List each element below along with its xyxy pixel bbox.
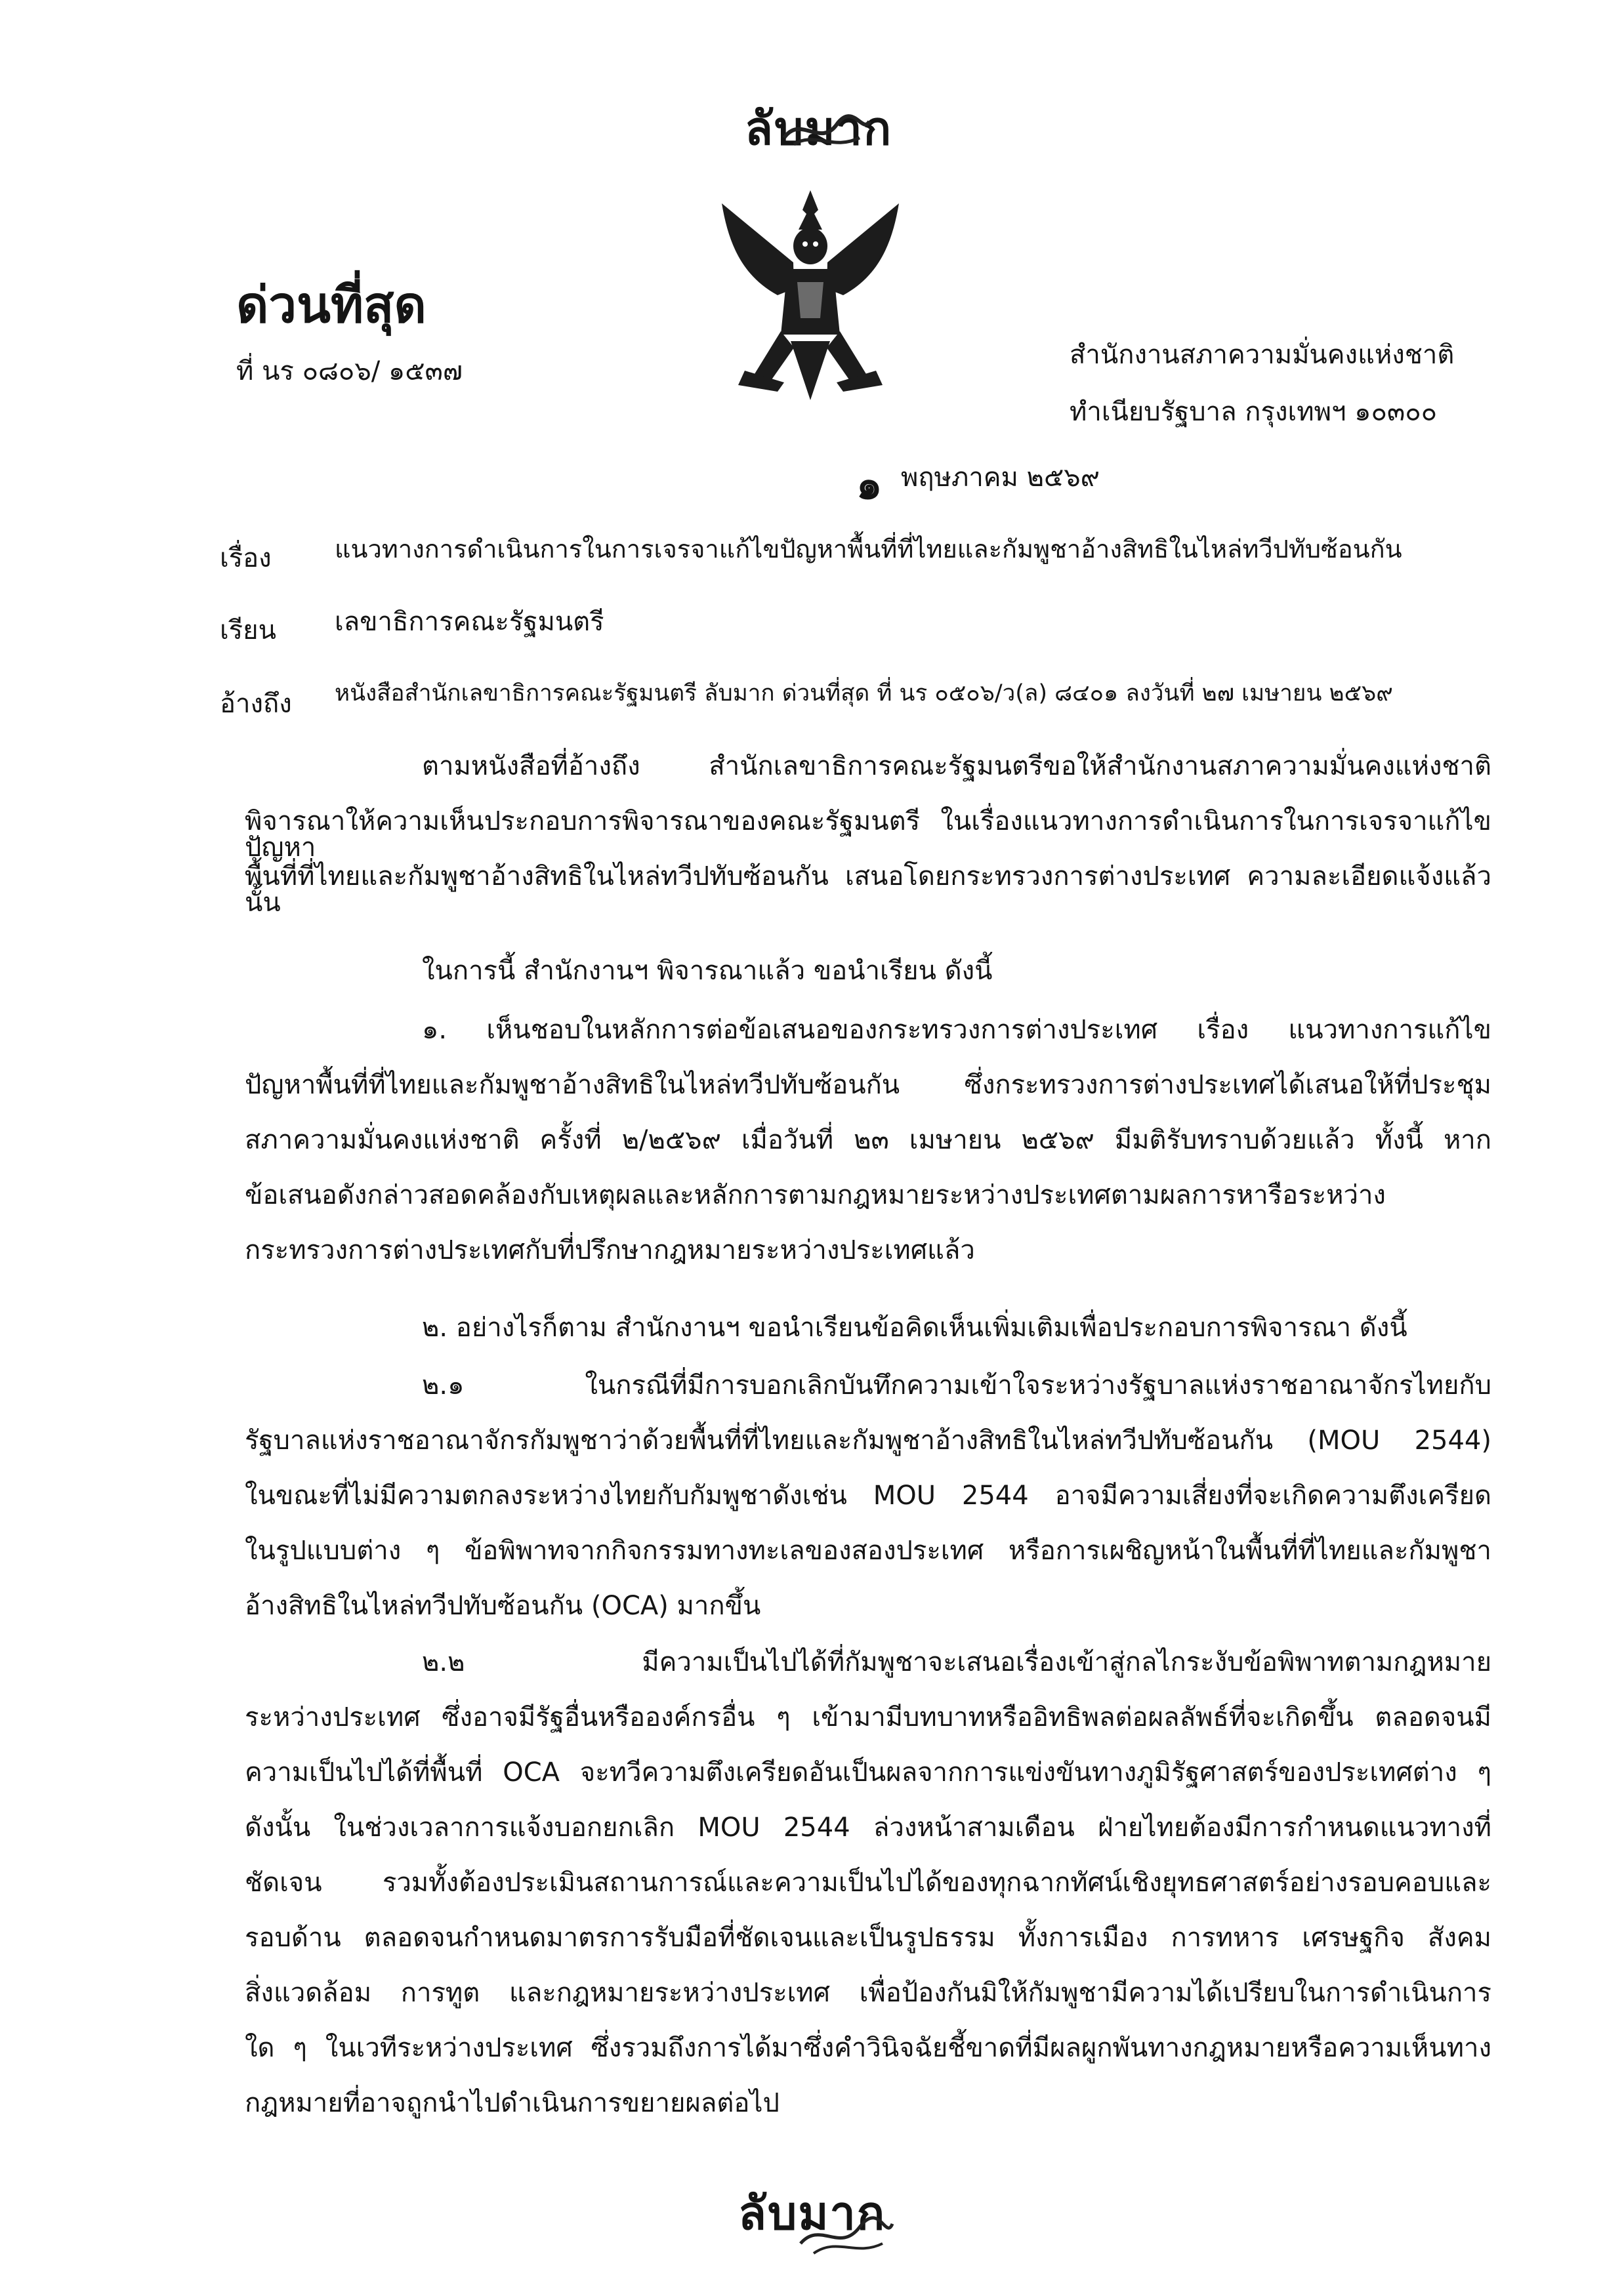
point-2-2-paragraph xyxy=(245,1649,1491,2145)
office-name: สำนักงานสภาความมั่นคงแห่งชาติ xyxy=(1070,340,1455,370)
point-2-2-line-8: ใด ๆ ในเวทีระหว่างประเทศ ซึ่งรวมถึงการได้มาซึ่งคำวินิจฉัยชี้ขาดที่มีผลผูกพันทางกฎหมายหรือความเห็นทาง xyxy=(245,2033,1491,2063)
point-1-line-4: ข้อเสนอดังกล่าวสอดคล้องกับเหตุผลและหลักการตามกฎหมายระหว่างประเทศตามผลการหารือระหว่าง xyxy=(245,1180,1386,1210)
point-2-1-line-2: รัฐบาลแห่งราชอาณาจักรกัมพูชาว่าด้วยพื้นที่ที่ไทยและกัมพูชาอ้างสิทธิในไหล่ทวีปทับซ้อนกัน (MOU 2544) xyxy=(245,1425,1491,1456)
handwritten-mark-top xyxy=(781,108,873,154)
point-2-heading: ๒. อย่างไรก็ตาม สำนักงานฯ ขอนำเรียนข้อคิดเห็นเพิ่มเติมเพื่อประกอบการพิจารณา ดังนี้ xyxy=(422,1313,1407,1343)
to-text: เลขาธิการคณะรัฐมนตรี xyxy=(335,607,604,637)
point-2-2-line-3: ความเป็นไปได้ที่พื้นที่ OCA จะทวีความตึงเครียดอันเป็นผลจากการแข่งขันทางภูมิรัฐศาสตร์ของประเทศต่าง ๆ xyxy=(245,1757,1491,1788)
subject-label: เรื่อง xyxy=(220,543,272,573)
to-label: เรียน xyxy=(220,615,276,646)
point-2-1-line-4: ในรูปแบบต่าง ๆ ข้อพิพาทจากกิจกรรมทางทะเลของสองประเทศ หรือการเผชิญหน้าในพื้นที่ที่ไทยและกัมพูชา xyxy=(245,1536,1491,1566)
point-1-paragraph xyxy=(245,1017,1491,1292)
point-2-2-line-5: ชัดเจน รวมทั้งต้องประเมินสถานการณ์และความเป็นไปได้ของทุกฉากทัศน์เชิงยุทธศาสตร์อย่างรอบคอบและ xyxy=(245,1868,1491,1898)
point-1-line-2: ปัญหาพื้นที่ที่ไทยและกัมพูชาอ้างสิทธิในไหล่ทวีปทับซ้อนกัน ซึ่งกระทรวงการต่างประเทศได้เสนอให้ที่ประชุม xyxy=(245,1070,1491,1100)
point-2-1-paragraph xyxy=(245,1372,1491,1648)
classification-bottom: ลับมาก xyxy=(738,2186,886,2240)
office-address: ทำเนียบรัฐบาล กรุงเทพฯ ๑๐๓๐๐ xyxy=(1070,397,1438,427)
intro-paragraph xyxy=(245,753,1491,918)
reference-text: หนังสือสำนักเลขาธิการคณะรัฐมนตรี ลับมาก ด่วนที่สุด ที่ นร ๐๕๐๖/ว(ล) ๘๔๐๑ ลงวันที่ ๒๗ เมษายน ๒๕๖๙ xyxy=(335,680,1393,707)
intro-line-3: พื้นที่ที่ไทยและกัมพูชาอ้างสิทธิในไหล่ทวีปทับซ้อนกัน เสนอโดยกระทรวงการต่างประเทศ ความละเอียดแจ้งแล้ว นั้น xyxy=(245,861,1491,918)
date-day: ๑ xyxy=(856,461,883,508)
point-2-2-line-1: ๒.๒ มีความเป็นไปได้ที่กัมพูชาจะเสนอเรื่องเข้าสู่กลไกระงับข้อพิพาทตามกฎหมาย xyxy=(422,1647,1491,1677)
point-2-1-line-1: ๒.๑ ในกรณีที่มีการบอกเลิกบันทึกความเข้าใจระหว่างรัฐบาลแห่งราชอาณาจักรไทยกับ xyxy=(422,1370,1491,1401)
date-text: พฤษภาคม ๒๕๖๙ xyxy=(901,462,1100,493)
subject-text: แนวทางการดำเนินการในการเจรจาแก้ไขปัญหาพื้นที่ที่ไทยและกัมพูชาอ้างสิทธิในไหล่ทวีปทับซ้อนกัน xyxy=(335,535,1402,564)
handwritten-mark-bottom xyxy=(797,2207,896,2260)
point-2-2-line-6: รอบด้าน ตลอดจนกำหนดมาตรการรับมือที่ชัดเจนและเป็นรูปธรรม ทั้งการเมือง การทหาร เศรษฐกิจ สังคม xyxy=(245,1923,1491,1953)
urgency-label: ด่วนที่สุด xyxy=(236,276,427,334)
point-2-2-line-2: ระหว่างประเทศ ซึ่งอาจมีรัฐอื่นหรือองค์กรอื่น ๆ เข้ามามีบทบาทหรืออิทธิพลต่อผลลัพธ์ที่จะเกิดขึ้น ตลอดจนมี xyxy=(245,1702,1491,1732)
point-1-line-5: กระทรวงการต่างประเทศกับที่ปรึกษากฎหมายระหว่างประเทศแล้ว xyxy=(245,1235,975,1265)
point-2-2-line-9: กฎหมายที่อาจถูกนำไปดำเนินการขยายผลต่อไป xyxy=(245,2088,780,2118)
reference-label: อ้างถึง xyxy=(220,689,292,719)
classification-top: ลับมาก xyxy=(745,102,893,155)
garuda-emblem xyxy=(715,184,906,410)
intro-line-1: ตามหนังสือที่อ้างถึง สำนักเลขาธิการคณะรัฐมนตรีขอให้สำนักงานสภาความมั่นคงแห่งชาติ xyxy=(422,751,1491,781)
point-2-1-line-5: อ้างสิทธิในไหล่ทวีปทับซ้อนกัน (OCA) มากขึ้น xyxy=(245,1591,761,1621)
intro-line-2: พิจารณาให้ความเห็นประกอบการพิจารณาของคณะรัฐมนตรี ในเรื่องแนวทางการดำเนินการในการเจรจาแก้ไขปัญหา xyxy=(245,806,1491,863)
lead-sentence: ในการนี้ สำนักงานฯ พิจารณาแล้ว ขอนำเรียน ดังนี้ xyxy=(422,956,993,986)
point-1-line-1: ๑. เห็นชอบในหลักการต่อข้อเสนอของกระทรวงการต่างประเทศ เรื่อง แนวทางการแก้ไข xyxy=(422,1015,1491,1045)
point-2-1-line-3: ในขณะที่ไม่มีความตกลงระหว่างไทยกับกัมพูชาดังเช่น MOU 2544 อาจมีความเสี่ยงที่จะเกิดความตึงเครียด xyxy=(245,1481,1491,1511)
point-2-2-line-4: ดังนั้น ในช่วงเวลาการแจ้งบอกยกเลิก MOU 2544 ล่วงหน้าสามเดือน ฝ่ายไทยต้องมีการกำหนดแนวทางที่ xyxy=(245,1813,1491,1843)
point-1-line-3: สภาความมั่นคงแห่งชาติ ครั้งที่ ๒/๒๕๖๙ เมื่อวันที่ ๒๓ เมษายน ๒๕๖๙ มีมติรับทราบด้วยแล้ว ทั้งนี้ หาก xyxy=(245,1125,1491,1155)
document-number: ที่ นร ๐๘๐๖/ ๑๕๓๗ xyxy=(236,356,463,386)
point-2-2-line-7: สิ่งแวดล้อม การทูต และกฎหมายระหว่างประเทศ เพื่อป้องกันมิให้กัมพูชามีความได้เปรียบในการดำเนินการ xyxy=(245,1978,1491,2008)
